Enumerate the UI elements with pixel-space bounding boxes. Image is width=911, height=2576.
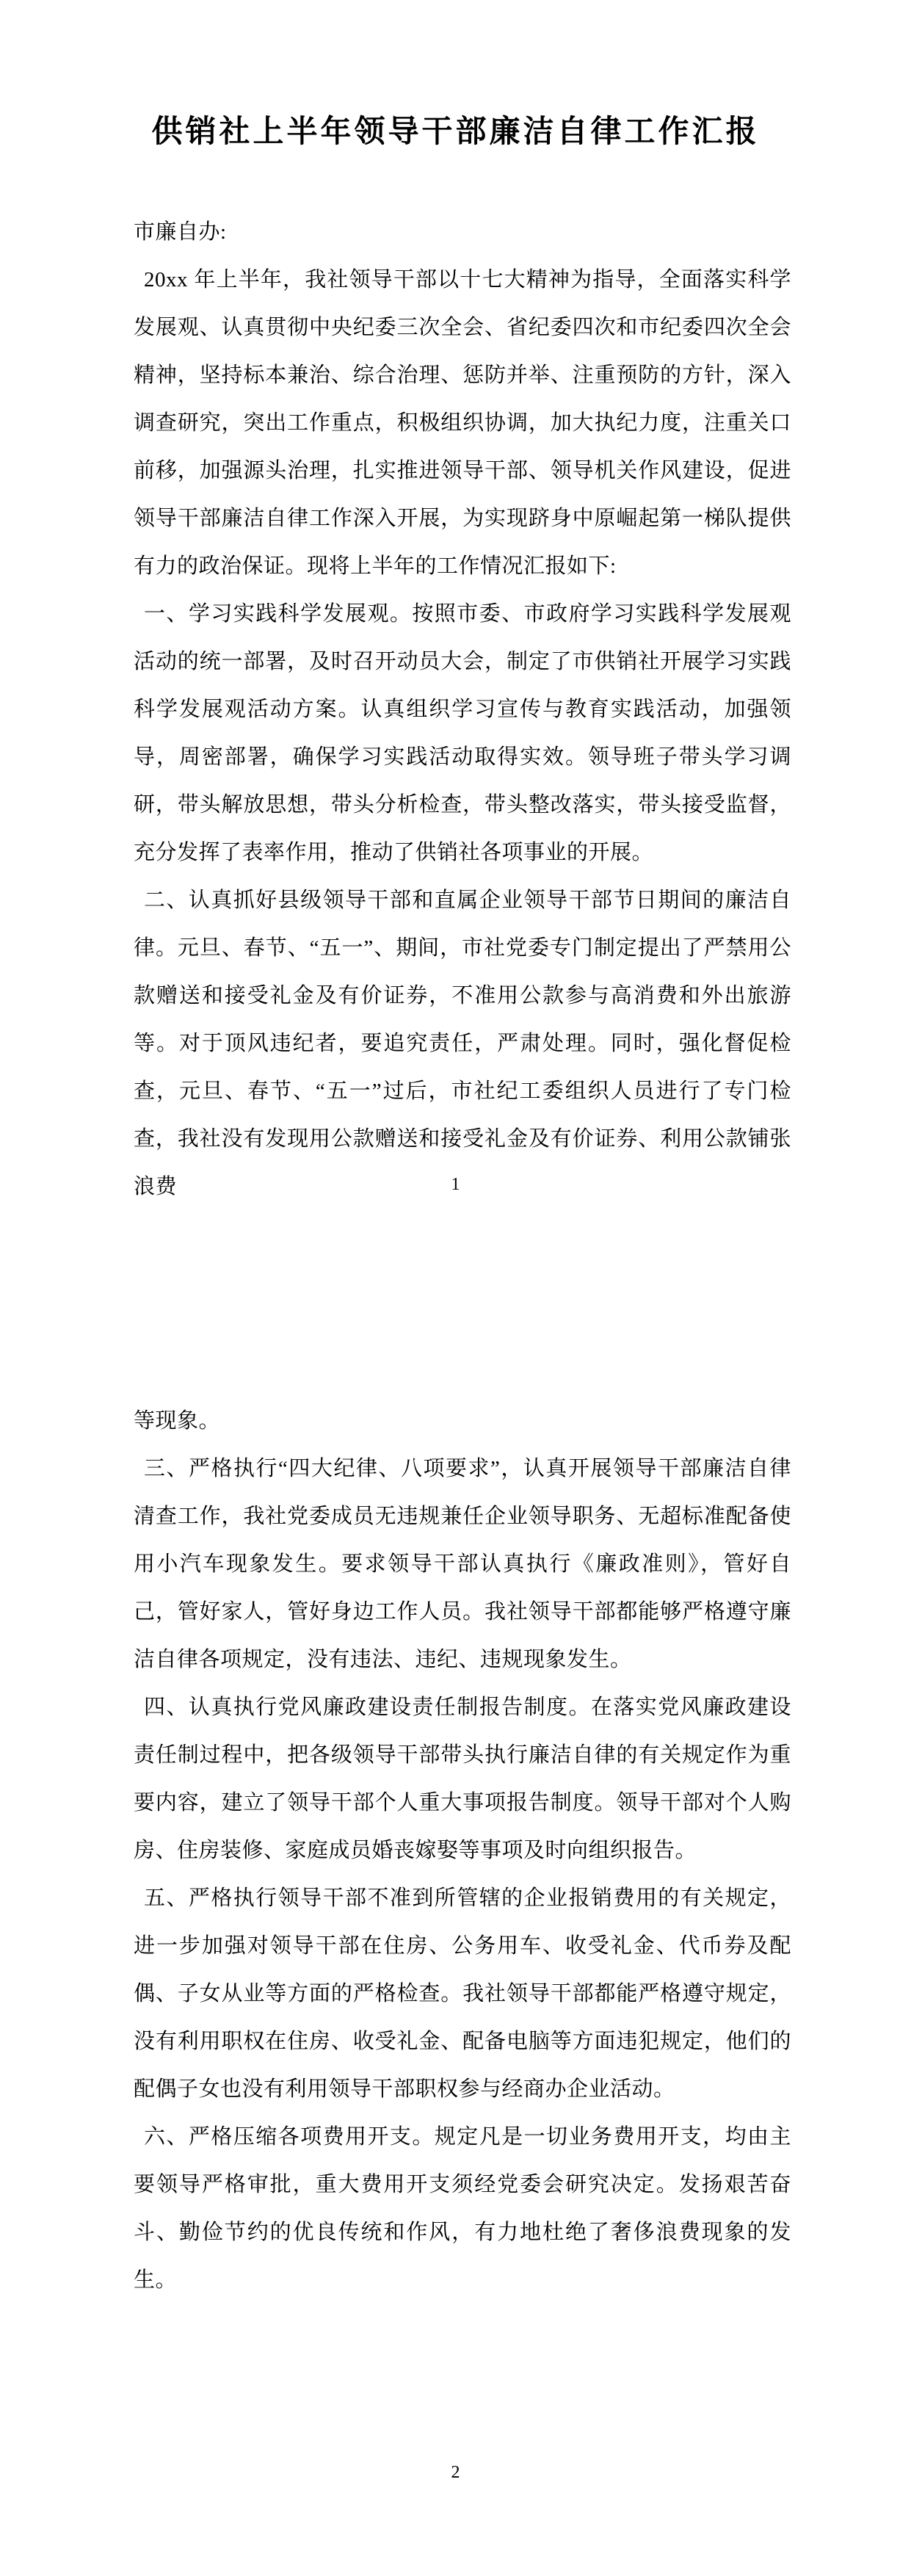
paragraph-section-1: 一、学习实践科学发展观。按照市委、市政府学习实践科学发展观活动的统一部署，及时召开动员大会，制定了市供销社开展学习实践科学发展观活动方案。认真组织学习宣传与教育实践活动，加强领导，周密部署，确保学习实践活动取得实效。领导班子带头学习调研，带头解放思想，带头分析检查，带头整改落实，带头接受监督，充分发挥了表率作用，推动了供销社各项事业的开展。 (134, 602, 791, 864)
salutation: 市廉自办: (134, 220, 227, 244)
paragraph-section-3: 三、严格执行“四大纪律、八项要求”，认真开展领导干部廉洁自律清查工作，我社党委成员无违规兼任企业领导职务、无超标准配备使用小汽车现象发生。要求领导干部认真执行《廉政准则》，管好自己，管好家人，管好身边工作人员。我社领导干部都能够严格遵守廉洁自律各项规定，没有违法、违纪、违规现象发生。 (134, 1457, 791, 1671)
page-1-content (134, 209, 791, 1211)
paragraph-section-5: 五、严格执行领导干部不准到所管辖的企业报销费用的有关规定，进一步加强对领导干部在住房、公务用车、收受礼金、代币券及配偶、子女从业等方面的严格检查。我社领导干部都能严格遵守规定，没有利用职权在住房、收受礼金、配备电脑等方面违犯规定，他们的配偶子女也没有利用领导干部职权参与经商办企业活动。 (134, 1886, 791, 2101)
page-number-2: 2 (451, 2463, 460, 2482)
paragraph-section-4: 四、认真执行党风廉政建设责任制报告制度。在落实党风廉政建设责任制过程中，把各级领导干部带头执行廉洁自律的有关规定作为重要内容，建立了领导干部个人重大事项报告制度。领导干部对个人购房、住房装修、家庭成员婚丧嫁娶等事项及时向组织报告。 (134, 1696, 791, 1862)
paragraph-section-6: 六、严格压缩各项费用开支。规定凡是一切业务费用开支，均由主要领导严格审批，重大费用开支须经党委会研究决定。发扬艰苦奋斗、勤俭节约的优良传统和作风，有力地杜绝了奢侈浪费现象的发生。 (134, 2125, 791, 2292)
paragraph-intro: 20xx 年上半年，我社领导干部以十七大精神为指导，全面落实科学发展观、认真贯彻中央纪委三次全会、省纪委四次和市纪委四次全会精神，坚持标本兼治、综合治理、惩防并举、注重预防的方针，深入调查研究，突出工作重点，积极组织协调，加大执纪力度，注重关口前移，加强源头治理，扎实推进领导干部、领导机关作风建设，促进领导干部廉洁自律工作深入开展，为实现跻身中原崛起第一梯队提供有力的政治保证。现将上半年的工作情况汇报如下: (134, 268, 791, 578)
page-number-1: 1 (451, 1175, 460, 1194)
document-page-2 (0, 1288, 911, 2576)
page-2-content (134, 1288, 791, 2304)
document-title: 供销社上半年领导干部廉洁自律工作汇报 (151, 115, 760, 149)
paragraph-section-2-continued: 等现象。 (134, 1409, 221, 1433)
paragraph-section-2: 二、认真抓好县级领导干部和直属企业领导干部节日期间的廉洁自律。元旦、春节、“五一”、期间，市社党委专门制定提出了严禁用公款赠送和接受礼金及有价证券，不准用公款参与高消费和外出旅游等。对于顶风违纪者，要追究责任，严肃处理。同时，强化督促检查，元旦、春节、“五一”过后，市社纪工委组织人员进行了专门检查，我社没有发现用公款赠送和接受礼金及有价证券、利用公款铺张浪费 (134, 889, 791, 1198)
